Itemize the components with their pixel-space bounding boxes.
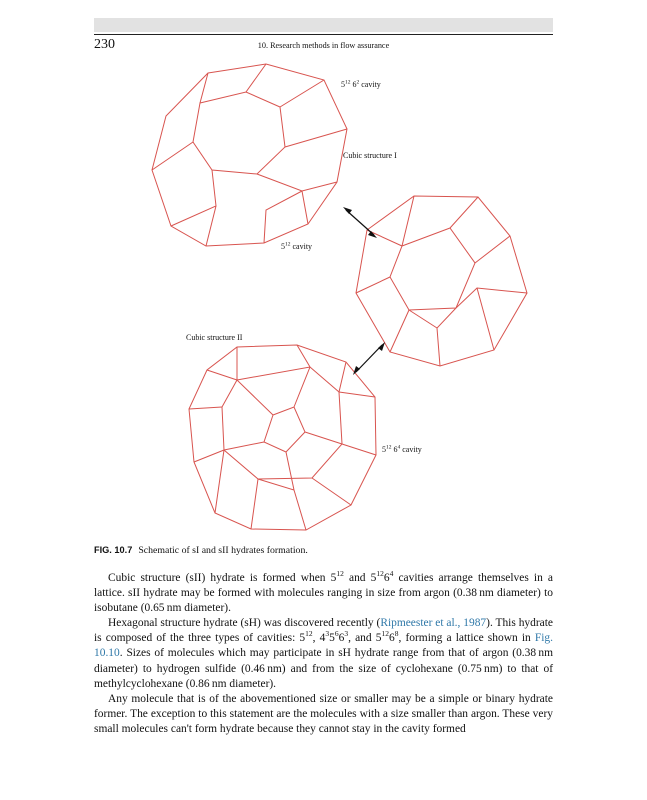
header-rule — [94, 34, 553, 35]
figure-reference-link[interactable]: Fig. 10.10 — [94, 632, 554, 660]
paragraph-2: Hexagonal structure hydrate (sH) was discovered recently (Ripmeester et al., 1987). This hydrate is composed of the three types of cavities: $5^{12}$, $4^35^66^3$, and $5^{12}6^8$, forming a lattice shown in Fig. 10.10. Sizes of molecules which may participate in sH hydrate range from that of argon (0.38 nm diameter) to hydrogen sulfide (0.46 nm) and from the size of cyclohexane (0.75 nm) to that of methylcyclohexane (0.86 nm diameter). — [94, 617, 554, 690]
body-text — [94, 571, 553, 737]
label-cubic-structure-2: Cubic structure II — [186, 333, 243, 342]
cavity-51264-polyhedron — [189, 345, 376, 530]
page-number: 230 — [94, 37, 115, 52]
label-51264-cavity: $5^{12}$ $6^4$ cavity — [382, 444, 422, 454]
figure-caption-text: Schematic of sI and sII hydrates formation. — [138, 545, 308, 556]
running-head: 10. Research methods in flow assurance — [257, 41, 390, 50]
label-51262-cavity: $5^{12}$ $6^2$ cavity — [341, 79, 381, 89]
cavity-51262-polyhedron — [152, 64, 347, 246]
header-band — [94, 18, 553, 32]
citation-link[interactable]: Ripmeester et al., 1987 — [380, 617, 487, 630]
cavity-512-polyhedron — [356, 196, 527, 366]
paragraph-1: Cubic structure (sII) hydrate is formed when $5^{12}$ and $5^{12}6^4$ cavities arrange themselves in a lattice. sII hydrate may be formed with molecules ranging in size from argon (0.38 nm diameter) to isobutane (0.65 nm diameter). — [94, 569, 554, 615]
paragraph-3: Any molecule that is of the abovementioned size or smaller may be a simple or binary hydrate former. The exception to this statement are the molecules with a size smaller than argon. These very small molecules can't form hydrate because they cannot stay in the cavity formed — [94, 692, 553, 735]
label-512-cavity: $5^{12}$ cavity — [281, 241, 313, 251]
formation-arrows — [343, 207, 385, 375]
hydrate-figure — [94, 50, 553, 538]
label-cubic-structure-1: Cubic structure I — [343, 151, 397, 160]
figure-number: FIG. 10.7 — [94, 545, 133, 555]
figure-caption — [94, 545, 308, 556]
